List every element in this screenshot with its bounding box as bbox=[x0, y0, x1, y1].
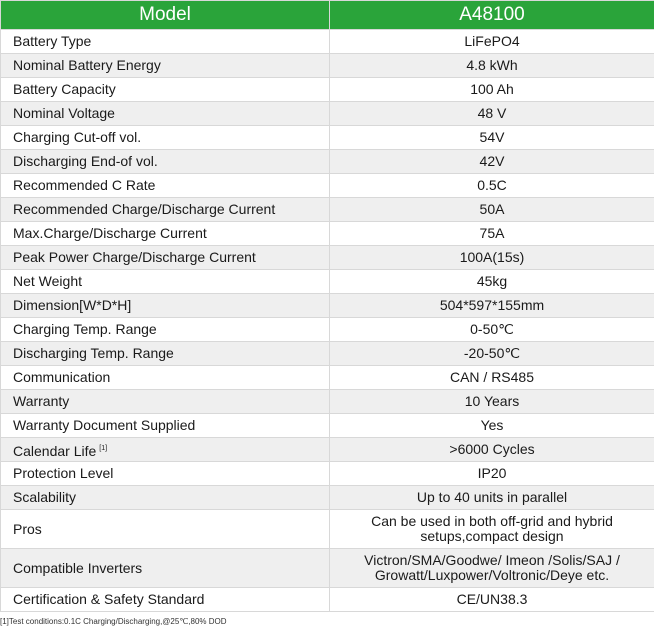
table-row bbox=[1, 174, 654, 198]
row-value: >6000 Cycles bbox=[330, 438, 654, 462]
row-label: Protection Level bbox=[1, 462, 330, 486]
row-value: 50A bbox=[330, 198, 654, 222]
row-value: 100A(15s) bbox=[330, 246, 654, 270]
row-value: 0.5C bbox=[330, 174, 654, 198]
row-label: Nominal Battery Energy bbox=[1, 54, 330, 78]
row-label-cell bbox=[1, 438, 330, 462]
row-label: Net Weight bbox=[1, 270, 330, 294]
row-value: 504*597*155mm bbox=[330, 294, 654, 318]
row-value: 42V bbox=[330, 150, 654, 174]
row-label: Battery Capacity bbox=[1, 78, 330, 102]
row-value: 10 Years bbox=[330, 390, 654, 414]
table-row bbox=[1, 222, 654, 246]
row-value: 100 Ah bbox=[330, 78, 654, 102]
row-label: Charging Cut-off vol. bbox=[1, 126, 330, 150]
table-row bbox=[1, 390, 654, 414]
row-value: Up to 40 units in parallel bbox=[330, 486, 654, 510]
row-value-line: Growatt/Luxpower/Voltronic/Deye etc. bbox=[374, 567, 610, 583]
table-row bbox=[1, 54, 654, 78]
table-row bbox=[1, 342, 654, 366]
row-label: Recommended C Rate bbox=[1, 174, 330, 198]
table-row bbox=[1, 549, 654, 588]
table-row bbox=[1, 366, 654, 390]
row-value: 45kg bbox=[330, 270, 654, 294]
table-row bbox=[1, 438, 654, 462]
row-value: 48 V bbox=[330, 102, 654, 126]
row-label: Peak Power Charge/Discharge Current bbox=[1, 246, 330, 270]
row-value-line: setups,compact design bbox=[420, 528, 564, 544]
row-label: Scalability bbox=[1, 486, 330, 510]
row-label: Discharging End-of vol. bbox=[1, 150, 330, 174]
table-row bbox=[1, 318, 654, 342]
row-label: Warranty Document Supplied bbox=[1, 414, 330, 438]
row-label: Charging Temp. Range bbox=[1, 318, 330, 342]
table-row bbox=[1, 102, 654, 126]
row-value-cell bbox=[330, 549, 654, 588]
row-value: -20-50℃ bbox=[330, 342, 654, 366]
footnote-marker: [1] bbox=[99, 444, 108, 452]
row-value: Yes bbox=[330, 414, 654, 438]
row-value: LiFePO4 bbox=[330, 30, 654, 54]
row-label: Dimension[W*D*H] bbox=[1, 294, 330, 318]
table-row bbox=[1, 126, 654, 150]
row-value-line: Can be used in both off-grid and hybrid bbox=[371, 513, 613, 529]
table-row bbox=[1, 414, 654, 438]
table-row bbox=[1, 294, 654, 318]
table-row bbox=[1, 486, 654, 510]
header-model-number: A48100 bbox=[330, 1, 654, 30]
table-row bbox=[1, 270, 654, 294]
row-label: Recommended Charge/Discharge Current bbox=[1, 198, 330, 222]
table-row bbox=[1, 462, 654, 486]
table-row bbox=[1, 198, 654, 222]
row-label: Nominal Voltage bbox=[1, 102, 330, 126]
table-row bbox=[1, 246, 654, 270]
row-label: Compatible Inverters bbox=[1, 549, 330, 588]
table-row bbox=[1, 588, 654, 612]
table-row bbox=[1, 150, 654, 174]
table-row bbox=[1, 78, 654, 102]
row-value: 4.8 kWh bbox=[330, 54, 654, 78]
row-label: Discharging Temp. Range bbox=[1, 342, 330, 366]
row-label: Max.Charge/Discharge Current bbox=[1, 222, 330, 246]
row-label: Battery Type bbox=[1, 30, 330, 54]
row-value-line: Victron/SMA/Goodwe/ Imeon /Solis/SAJ / bbox=[364, 552, 620, 568]
row-value-cell bbox=[330, 510, 654, 549]
table-row bbox=[1, 30, 654, 54]
table-header bbox=[1, 1, 654, 30]
header-model: Model bbox=[1, 1, 330, 30]
row-value: CAN / RS485 bbox=[330, 366, 654, 390]
row-label: Communication bbox=[1, 366, 330, 390]
row-label: Certification & Safety Standard bbox=[1, 588, 330, 612]
row-value: IP20 bbox=[330, 462, 654, 486]
row-label: Pros bbox=[1, 510, 330, 549]
row-value: 75A bbox=[330, 222, 654, 246]
row-label: Warranty bbox=[1, 390, 330, 414]
row-value: 0-50℃ bbox=[330, 318, 654, 342]
footnote-text: [1]Test conditions:0.1C Charging/Discharging,@25℃,80% DOD bbox=[0, 617, 227, 626]
row-value: CE/UN38.3 bbox=[330, 588, 654, 612]
row-value: 54V bbox=[330, 126, 654, 150]
row-label: Calendar Life bbox=[13, 442, 97, 459]
table-row bbox=[1, 510, 654, 549]
